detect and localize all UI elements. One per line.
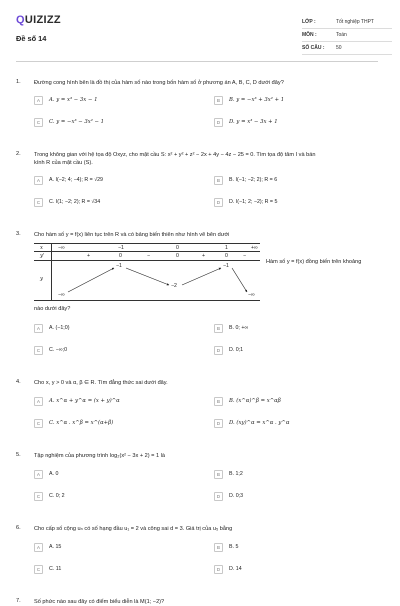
option-d[interactable] (214, 492, 394, 501)
option-letter: D (214, 118, 223, 127)
option-d[interactable] (214, 118, 394, 127)
option-a[interactable] (34, 176, 214, 185)
question-text: Cho cấp số cộng uₙ có số hạng đầu u₁ = 2 và công sai d = 3. Giá trị của u₅ bằng (34, 526, 233, 532)
x-value: −1 (118, 245, 124, 251)
option-letter: C (34, 419, 43, 428)
question-7 (16, 598, 378, 606)
question-text: Cho hàm số y = f(x) liên tục trên R và có bảng biến thiên như hình vẽ bên dưới (34, 232, 230, 238)
y-value: −∞ (248, 292, 255, 298)
question-list (16, 62, 378, 606)
option-text: C. 0; 2 (49, 493, 65, 500)
x-label: x (40, 245, 43, 251)
option-text: C. 11 (49, 566, 62, 573)
option-letter: C (34, 346, 43, 355)
option-text: C. y = −x³ − 3x² − 1 (49, 119, 105, 126)
option-b[interactable] (214, 543, 394, 552)
option-a[interactable] (34, 96, 214, 105)
question-4 (16, 379, 378, 439)
question-number: 7. (16, 598, 21, 604)
test-title: Đề số 14 (16, 34, 47, 43)
question-side-text: Hàm số y = f(x) đồng biến trên khoảng (266, 259, 362, 265)
option-a[interactable] (34, 324, 214, 333)
info-value: 50 (336, 44, 342, 51)
sign: − (243, 253, 247, 259)
option-letter: B (214, 176, 223, 185)
arrow-increase (182, 268, 221, 285)
question-number: 3. (16, 231, 21, 237)
option-text: C. x^α . x^β = x^(α+β) (49, 420, 114, 427)
option-letter: A (34, 470, 43, 479)
info-key: MÔN : (302, 31, 317, 38)
option-text: D. (xy)^α = x^α . y^α (229, 420, 290, 427)
option-text: D. I(−1; 2; −2); R = 5 (229, 199, 278, 206)
option-letter: A (34, 397, 43, 406)
option-letter: D (214, 198, 223, 207)
yp-label: y' (40, 253, 45, 259)
option-letter: D (214, 492, 223, 501)
option-d[interactable] (214, 346, 394, 355)
table-row-derivative (34, 252, 260, 261)
question-3 (16, 231, 378, 366)
option-d[interactable] (214, 198, 394, 207)
question-text: Cho x, y > 0 và α, β ∈ R. Tìm đẳng thức sai dưới đây. (34, 380, 168, 386)
option-text: A. 15 (49, 544, 62, 551)
x-value: +∞ (251, 245, 258, 251)
option-letter: A (34, 543, 43, 552)
y-value: −∞ (58, 292, 65, 298)
option-text: D. y = x³ − 3x + 1 (229, 119, 278, 126)
question-2 (16, 151, 378, 218)
option-text: B. 5 (229, 544, 239, 551)
question-text-line2: kính R của mặt cầu (S). (34, 160, 93, 166)
x-value: 1 (225, 245, 228, 251)
option-c[interactable] (34, 492, 214, 501)
info-key: LỚP : (302, 18, 316, 25)
option-letter: C (34, 565, 43, 574)
arrow-decrease (232, 268, 247, 292)
option-text: B. (x^α)^β = x^αβ (229, 398, 281, 405)
option-letter: A (34, 176, 43, 185)
question-tail-text: nào dưới đây? (34, 306, 71, 312)
option-text: D. 14 (229, 566, 242, 573)
option-text: B. 1;2 (229, 471, 243, 478)
option-b[interactable] (214, 470, 394, 479)
option-letter: D (214, 419, 223, 428)
option-b[interactable] (214, 397, 394, 406)
question-number: 6. (16, 525, 21, 531)
option-a[interactable] (34, 470, 214, 479)
question-number: 5. (16, 452, 21, 458)
question-number: 2. (16, 151, 21, 157)
option-d[interactable] (214, 419, 394, 428)
option-d[interactable] (214, 565, 394, 574)
test-info (302, 16, 392, 55)
option-c[interactable] (34, 198, 214, 207)
y-value: −1 (223, 263, 229, 269)
option-letter: B (214, 397, 223, 406)
option-c[interactable] (34, 419, 214, 428)
option-text: D. 0;3 (229, 493, 244, 500)
question-text: Đường cong hình bên là đồ thị của hàm số nào trong bốn hàm số ở phương án A, B, C, D dưới đây? (34, 80, 284, 86)
info-value: Toán (336, 31, 347, 38)
y-value: −1 (116, 263, 122, 269)
option-b[interactable] (214, 176, 394, 185)
sign: − (147, 253, 151, 259)
sign: 0 (119, 253, 122, 259)
y-label: y (40, 276, 43, 282)
option-letter: B (214, 96, 223, 105)
option-b[interactable] (214, 96, 394, 105)
option-text: B. y = −x³ + 3x² + 1 (229, 97, 285, 104)
option-letter: D (214, 565, 223, 574)
question-text-line1: Trong không gian với hệ tọa độ Oxyz, cho mặt cầu S: x² + y² + z² − 2x + 4y − 4z − 25 = 0. Tìm tọa độ tâm I và bán (34, 152, 316, 158)
option-c[interactable] (34, 346, 214, 355)
option-letter: A (34, 96, 43, 105)
info-row-count (302, 42, 392, 55)
info-value: Tốt nghiệp THPT (336, 18, 374, 25)
option-text: A. I(−2; 4; −4); R = √29 (49, 177, 103, 184)
option-c[interactable] (34, 565, 214, 574)
variation-arrows (34, 261, 260, 301)
question-text: Số phức nào sau đây có điểm biểu diễn là M(1; −2)? (34, 599, 165, 605)
option-text: D. 0;1 (229, 347, 244, 354)
question-number: 4. (16, 379, 21, 385)
table-row-y (34, 261, 260, 301)
option-letter: C (34, 492, 43, 501)
x-value: 0 (176, 245, 179, 251)
sign: + (202, 253, 206, 259)
option-text: A. x^α + y^α = (x + y)^α (49, 398, 120, 405)
info-key: SỐ CÂU : (302, 44, 325, 51)
y-value: −2 (171, 283, 177, 289)
question-5 (16, 452, 378, 512)
option-letter: C (34, 118, 43, 127)
option-b[interactable] (214, 324, 394, 333)
option-text: A. (−1;0) (49, 325, 70, 332)
sign: 0 (225, 253, 228, 259)
option-letter: D (214, 346, 223, 355)
option-letter: B (214, 543, 223, 552)
info-row-subject (302, 29, 392, 42)
question-text: Tập nghiệm của phương trình log₂(x² − 3x + 2) = 1 là (34, 453, 166, 459)
option-text: C. I(1; −2; 2); R = √34 (49, 199, 101, 206)
worksheet-header (16, 0, 378, 62)
quizizz-logo: QUIZIZZ (16, 14, 61, 26)
option-letter: A (34, 324, 43, 333)
option-text: B. I(−1; −2; 2); R = 6 (229, 177, 278, 184)
option-text: C. −∞;0 (49, 347, 68, 354)
option-a[interactable] (34, 543, 214, 552)
x-value: −∞ (58, 245, 65, 251)
option-a[interactable] (34, 397, 214, 406)
sign: + (87, 253, 91, 259)
option-letter: C (34, 198, 43, 207)
option-text: B. 0; +∞ (229, 325, 249, 332)
arrow-increase (68, 268, 114, 292)
question-1 (16, 79, 378, 138)
option-letter: B (214, 470, 223, 479)
question-number: 1. (16, 79, 21, 85)
arrow-decrease (126, 268, 169, 285)
option-letter: B (214, 324, 223, 333)
question-6 (16, 525, 378, 585)
table-row-x (34, 243, 260, 252)
option-text: A. y = x³ − 3x − 1 (49, 97, 98, 104)
option-c[interactable] (34, 118, 214, 127)
sign: 0 (176, 253, 179, 259)
variation-table (34, 243, 260, 301)
info-row-class (302, 16, 392, 29)
option-text: A. 0 (49, 471, 59, 478)
